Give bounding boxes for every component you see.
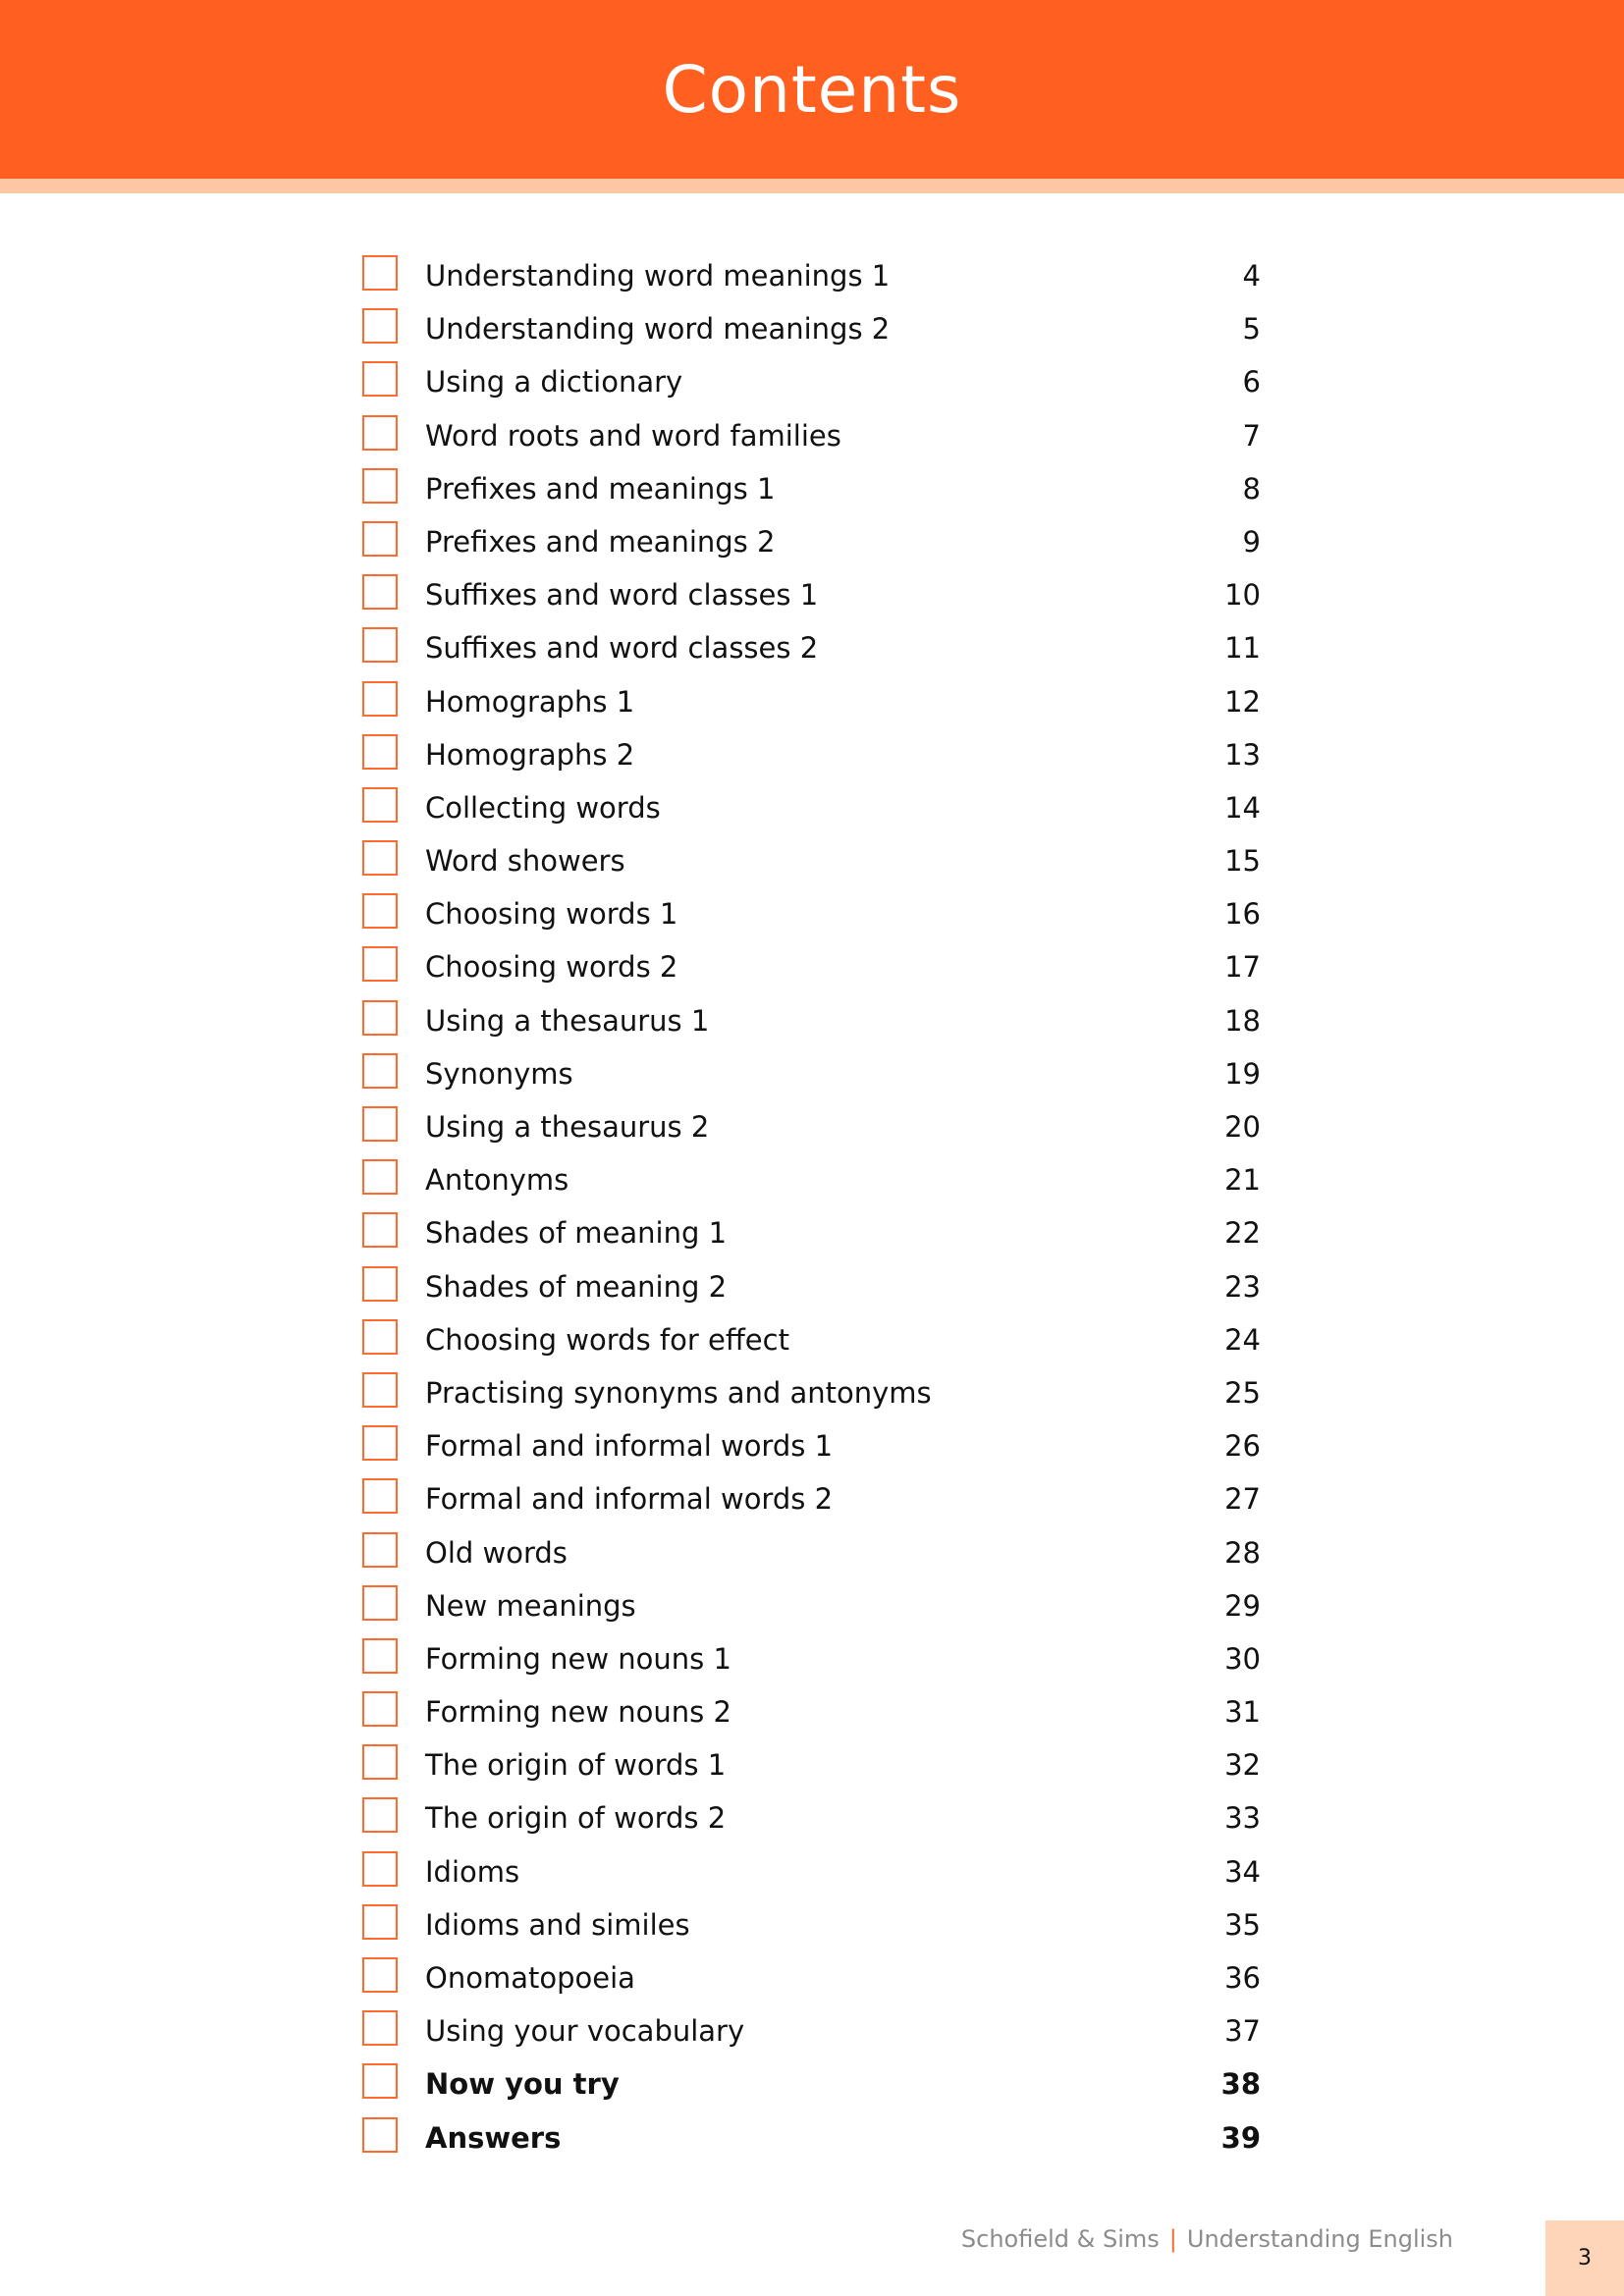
toc-page-number: 8 xyxy=(1242,471,1261,506)
toc-page-number: 32 xyxy=(1224,1748,1261,1783)
toc-page-number: 31 xyxy=(1224,1695,1261,1730)
toc-row xyxy=(362,1583,1261,1636)
toc-page-number: 24 xyxy=(1224,1322,1261,1357)
toc-entry-title: Choosing words 2 xyxy=(425,950,678,985)
progress-checkbox[interactable] xyxy=(362,734,398,770)
toc-row xyxy=(362,1210,1261,1263)
toc-row xyxy=(362,306,1261,359)
header-accent-stripe xyxy=(0,179,1624,193)
toc-row xyxy=(362,1689,1261,1742)
toc-row xyxy=(362,1104,1261,1157)
toc-page-number: 23 xyxy=(1224,1269,1261,1304)
toc-entry-title: Using your vocabulary xyxy=(425,2014,745,2049)
toc-page-number: 30 xyxy=(1224,1641,1261,1676)
toc-row xyxy=(362,679,1261,732)
progress-checkbox[interactable] xyxy=(362,521,398,557)
toc-entry-title: Using a thesaurus 2 xyxy=(425,1110,710,1144)
toc-page-number: 25 xyxy=(1224,1375,1261,1410)
toc-entry-title: Onomatopoeia xyxy=(425,1961,635,1995)
toc-entry-title: Using a dictionary xyxy=(425,365,683,400)
toc-page-number: 35 xyxy=(1224,1907,1261,1942)
toc-page-number: 6 xyxy=(1242,365,1261,400)
progress-checkbox[interactable] xyxy=(362,1266,398,1302)
progress-checkbox[interactable] xyxy=(362,1478,398,1514)
toc-entry-title: Synonyms xyxy=(425,1056,573,1091)
progress-checkbox[interactable] xyxy=(362,361,398,397)
toc-entry-title: Idioms and similes xyxy=(425,1907,690,1942)
progress-checkbox[interactable] xyxy=(362,1053,398,1089)
progress-checkbox[interactable] xyxy=(362,1851,398,1887)
toc-row xyxy=(362,998,1261,1051)
toc-entry-title: Answers xyxy=(425,2120,562,2155)
toc-page-number: 39 xyxy=(1220,2120,1261,2155)
toc-entry-title: Word showers xyxy=(425,844,625,879)
toc-row xyxy=(362,1955,1261,2008)
toc-page-number: 37 xyxy=(1224,2014,1261,2049)
toc-page-number: 18 xyxy=(1224,1003,1261,1038)
toc-page-number: 28 xyxy=(1224,1535,1261,1570)
toc-page-number: 11 xyxy=(1224,631,1261,666)
toc-row xyxy=(362,2061,1261,2114)
progress-checkbox[interactable] xyxy=(362,1797,398,1833)
toc-row xyxy=(362,1157,1261,1210)
toc-entry-title: Choosing words for effect xyxy=(425,1322,789,1357)
progress-checkbox[interactable] xyxy=(362,468,398,504)
toc-row xyxy=(362,838,1261,891)
toc-row xyxy=(362,944,1261,997)
toc-page-number: 27 xyxy=(1224,1482,1261,1517)
toc-row xyxy=(362,891,1261,944)
toc-entry-title: Understanding word meanings 1 xyxy=(425,259,891,293)
progress-checkbox[interactable] xyxy=(362,1000,398,1036)
toc-page-number: 7 xyxy=(1242,418,1261,453)
progress-checkbox[interactable] xyxy=(362,1159,398,1195)
toc-row xyxy=(362,1264,1261,1317)
progress-checkbox[interactable] xyxy=(362,1585,398,1621)
toc-page-number: 4 xyxy=(1242,259,1261,293)
progress-checkbox[interactable] xyxy=(362,308,398,344)
progress-checkbox[interactable] xyxy=(362,1212,398,1248)
toc-entry-title: Forming new nouns 2 xyxy=(425,1695,731,1730)
page-title: Contents xyxy=(662,52,962,128)
progress-checkbox[interactable] xyxy=(362,2063,398,2099)
progress-checkbox[interactable] xyxy=(362,681,398,717)
toc-row xyxy=(362,1370,1261,1423)
progress-checkbox[interactable] xyxy=(362,2117,398,2153)
toc-row xyxy=(362,1795,1261,1848)
toc-page-number: 36 xyxy=(1224,1961,1261,1995)
page-number: 3 xyxy=(1578,2246,1592,2270)
progress-checkbox[interactable] xyxy=(362,1691,398,1727)
progress-checkbox[interactable] xyxy=(362,1904,398,1940)
page-number-box xyxy=(1545,2220,1624,2296)
progress-checkbox[interactable] xyxy=(362,574,398,610)
toc-entry-title: Homographs 2 xyxy=(425,737,635,772)
progress-checkbox[interactable] xyxy=(362,1744,398,1780)
toc-row xyxy=(362,466,1261,519)
toc-entry-title: Antonyms xyxy=(425,1163,569,1198)
toc-page-number: 9 xyxy=(1242,524,1261,559)
toc-row xyxy=(362,253,1261,306)
toc-entry-title: Formal and informal words 1 xyxy=(425,1429,834,1464)
toc-page-number: 29 xyxy=(1224,1588,1261,1623)
toc-page-number: 20 xyxy=(1224,1110,1261,1144)
progress-checkbox[interactable] xyxy=(362,893,398,929)
toc-entry-title: Using a thesaurus 1 xyxy=(425,1003,710,1038)
progress-checkbox[interactable] xyxy=(362,946,398,982)
toc-entry-title: Idioms xyxy=(425,1854,520,1889)
footer-credit xyxy=(961,2224,1453,2254)
toc-page-number: 38 xyxy=(1220,2067,1261,2102)
toc-page-number: 16 xyxy=(1224,897,1261,932)
toc-entry-title: Homographs 1 xyxy=(425,684,635,719)
toc-row xyxy=(362,2115,1261,2168)
progress-checkbox[interactable] xyxy=(362,415,398,451)
toc-entry-title: Choosing words 1 xyxy=(425,897,678,932)
toc-row xyxy=(362,2008,1261,2061)
progress-checkbox[interactable] xyxy=(362,255,398,291)
contents-list xyxy=(362,253,1261,2168)
toc-entry-title: Prefixes and meanings 1 xyxy=(425,471,776,506)
toc-entry-title: Suffixes and word classes 2 xyxy=(425,631,819,666)
series-name: Understanding English xyxy=(1186,2225,1453,2253)
toc-entry-title: New meanings xyxy=(425,1588,636,1623)
toc-entry-title: Now you try xyxy=(425,2067,620,2102)
toc-row xyxy=(362,732,1261,785)
progress-checkbox[interactable] xyxy=(362,2010,398,2046)
publisher-name: Schofield & Sims xyxy=(960,2225,1160,2253)
toc-row xyxy=(362,1902,1261,1955)
toc-page-number: 14 xyxy=(1224,790,1261,825)
toc-page-number: 22 xyxy=(1224,1216,1261,1251)
toc-row xyxy=(362,1476,1261,1529)
toc-page-number: 10 xyxy=(1224,578,1261,613)
toc-row xyxy=(362,1636,1261,1689)
toc-page-number: 17 xyxy=(1224,950,1261,985)
toc-entry-title: Word roots and word families xyxy=(425,418,841,453)
toc-row xyxy=(362,1742,1261,1795)
progress-checkbox[interactable] xyxy=(362,1425,398,1461)
progress-checkbox[interactable] xyxy=(362,1532,398,1568)
toc-page-number: 13 xyxy=(1224,737,1261,772)
toc-entry-title: Shades of meaning 1 xyxy=(425,1216,728,1251)
toc-entry-title: The origin of words 1 xyxy=(425,1748,727,1783)
toc-entry-title: Formal and informal words 2 xyxy=(425,1482,834,1517)
toc-row xyxy=(362,359,1261,412)
toc-entry-title: Understanding word meanings 2 xyxy=(425,312,891,347)
toc-page-number: 12 xyxy=(1224,684,1261,719)
toc-entry-title: Suffixes and word classes 1 xyxy=(425,578,819,613)
progress-checkbox[interactable] xyxy=(362,1957,398,1993)
toc-entry-title: Prefixes and meanings 2 xyxy=(425,524,776,559)
toc-page-number: 15 xyxy=(1224,844,1261,879)
toc-row xyxy=(362,1051,1261,1104)
toc-row xyxy=(362,625,1261,678)
toc-row xyxy=(362,1849,1261,1902)
toc-row xyxy=(362,1317,1261,1370)
toc-page-number: 19 xyxy=(1224,1056,1261,1091)
progress-checkbox[interactable] xyxy=(362,1319,398,1355)
progress-checkbox[interactable] xyxy=(362,1372,398,1408)
toc-entry-title: Forming new nouns 1 xyxy=(425,1641,731,1676)
toc-entry-title: Collecting words xyxy=(425,790,661,825)
progress-checkbox[interactable] xyxy=(362,840,398,876)
toc-entry-title: Shades of meaning 2 xyxy=(425,1269,728,1304)
toc-row xyxy=(362,519,1261,572)
toc-row xyxy=(362,785,1261,838)
toc-page-number: 33 xyxy=(1224,1801,1261,1836)
toc-entry-title: Practising synonyms and antonyms xyxy=(425,1375,932,1410)
toc-row xyxy=(362,413,1261,466)
progress-checkbox[interactable] xyxy=(362,787,398,823)
toc-page-number: 21 xyxy=(1224,1163,1261,1198)
toc-page-number: 26 xyxy=(1224,1429,1261,1464)
progress-checkbox[interactable] xyxy=(362,1106,398,1142)
toc-entry-title: The origin of words 2 xyxy=(425,1801,727,1836)
toc-page-number: 34 xyxy=(1224,1854,1261,1889)
toc-row xyxy=(362,1423,1261,1476)
toc-entry-title: Old words xyxy=(425,1535,568,1570)
toc-page-number: 5 xyxy=(1242,312,1261,347)
footer-separator: | xyxy=(1168,2225,1177,2253)
toc-row xyxy=(362,572,1261,625)
progress-checkbox[interactable] xyxy=(362,627,398,663)
toc-row xyxy=(362,1530,1261,1583)
progress-checkbox[interactable] xyxy=(362,1638,398,1674)
